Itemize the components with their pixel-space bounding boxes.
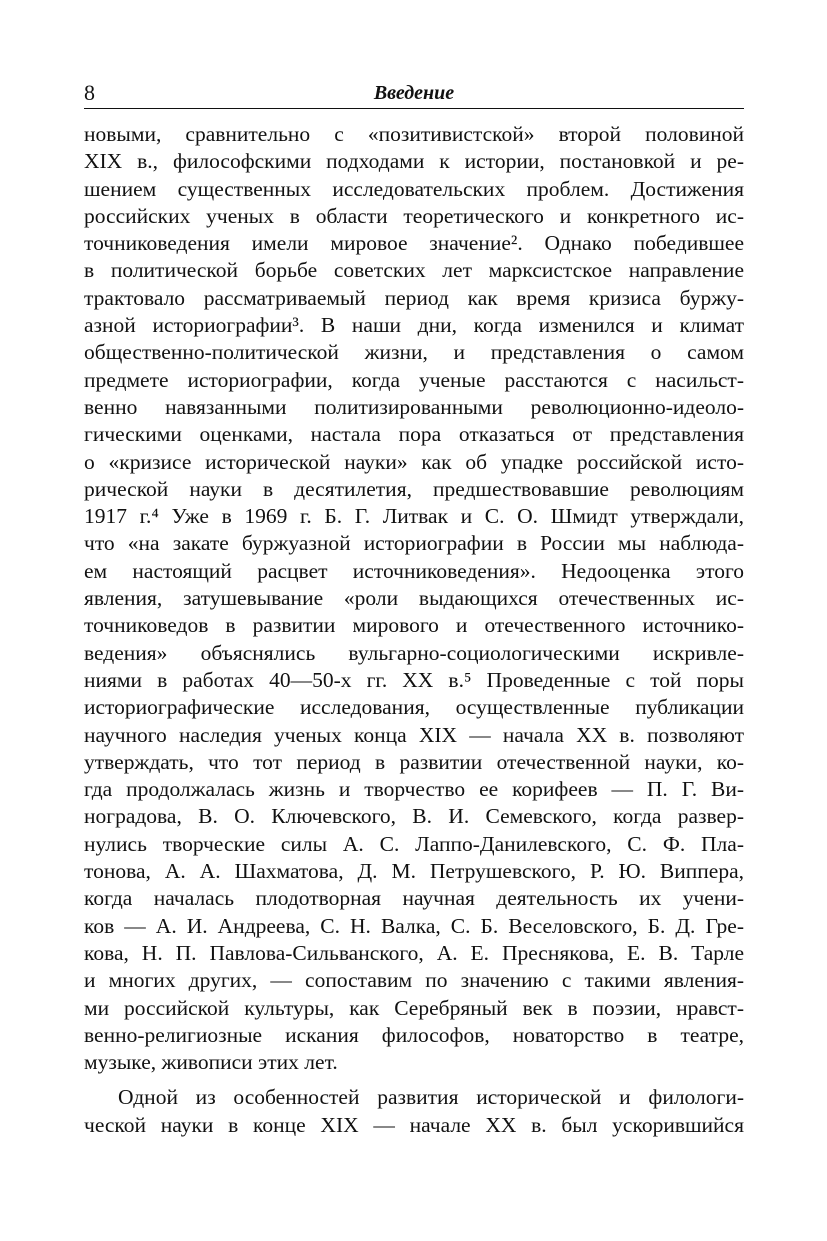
- text-line: общественно-политической жизни, и представления о самом: [84, 340, 744, 365]
- text-line: ческой науки в конце XIX — начале XX в. был ускорившийся: [84, 1112, 744, 1137]
- page-number: 8: [84, 80, 95, 105]
- text-line: российских ученых в области теоретического и конкретного ис-: [84, 203, 744, 228]
- body-text: [84, 121, 744, 1139]
- running-header: [84, 80, 744, 109]
- text-line: Одной из особенностей развития исторической и филологи-: [118, 1085, 744, 1110]
- text-line: историографические исследования, осуществленные публикации: [84, 695, 744, 720]
- text-line: ми российской культуры, как Серебряный век в поэзии, нравст-: [84, 995, 744, 1020]
- text-line: и многих других, — сопоставим по значению с такими явления-: [84, 968, 744, 993]
- paragraph: [84, 121, 744, 1076]
- text-line: когда началась плодотворная научная деятельность их учени-: [84, 886, 744, 911]
- text-line: ниями в работах 40—50-х гг. XX в.⁵ Проведенные с той поры: [84, 667, 744, 692]
- text-line: ноградова, В. О. Ключевского, В. И. Семевского, когда развер-: [84, 804, 744, 829]
- text-line: утверждать, что тот период в развитии отечественной науки, ко-: [84, 749, 744, 774]
- text-line: предмете историографии, когда ученые расстаются с насильст-: [84, 367, 744, 392]
- running-title: Введение: [373, 82, 455, 104]
- text-line: в политической борьбе советских лет марксистское направление: [84, 258, 744, 283]
- text-line: научного наследия ученых конца XIX — начала XX в. позволяют: [84, 722, 744, 747]
- text-line: шением существенных исследовательских проблем. Достижения: [84, 176, 744, 201]
- text-line: что «на закате буржуазной историографии в России мы наблюда-: [84, 531, 744, 556]
- text-line: гда продолжалась жизнь и творчество ее корифеев — П. Г. Ви-: [84, 777, 744, 802]
- text-line: венно-религиозные искания философов, новаторство в театре,: [84, 1022, 744, 1047]
- text-line: точниковедов в развитии мирового и отечественного источнико-: [84, 613, 744, 638]
- text-line: венно навязанными политизированными революционно-идеоло-: [84, 394, 744, 419]
- text-line: ем настоящий расцвет источниковедения». Недооценка этого: [84, 558, 744, 583]
- text-line: гическими оценками, настала пора отказаться от представления: [84, 422, 744, 447]
- text-line: явления, затушевывание «роли выдающихся отечественных ис-: [84, 586, 744, 611]
- text-line: нулись творческие силы А. С. Лаппо-Данилевского, С. Ф. Пла-: [84, 831, 744, 856]
- text-line: музыке, живописи этих лет.: [84, 1050, 338, 1075]
- text-line: ков — А. И. Андреева, С. Н. Валка, С. Б. Веселовского, Б. Д. Гре-: [84, 913, 744, 938]
- text-line: трактовало рассматриваемый период как время кризиса буржу-: [84, 285, 744, 310]
- text-line: о «кризисе исторической науки» как об упадке российской исто-: [84, 449, 744, 474]
- text-line: азной историографии³. В наши дни, когда изменился и климат: [84, 313, 744, 338]
- text-line: 1917 г.⁴ Уже в 1969 г. Б. Г. Литвак и С. О. Шмидт утверждали,: [84, 504, 744, 529]
- paragraph: [84, 1084, 744, 1139]
- text-line: рической науки в десятилетия, предшествовавшие революциям: [84, 476, 744, 501]
- text-line: новыми, сравнительно с «позитивистской» второй половиной: [84, 122, 744, 146]
- text-line: тонова, А. А. Шахматова, Д. М. Петрушевского, Р. Ю. Виппера,: [84, 859, 744, 884]
- text-line: кова, Н. П. Павлова-Сильванского, А. Е. Преснякова, Е. В. Тарле: [84, 940, 744, 965]
- text-line: точниковедения имели мировое значение². Однако победившее: [84, 231, 744, 256]
- text-line: XIX в., философскими подходами к истории, постановкой и ре-: [84, 149, 744, 174]
- text-line: ведения» объяснялись вульгарно-социологическими искривле-: [84, 640, 744, 665]
